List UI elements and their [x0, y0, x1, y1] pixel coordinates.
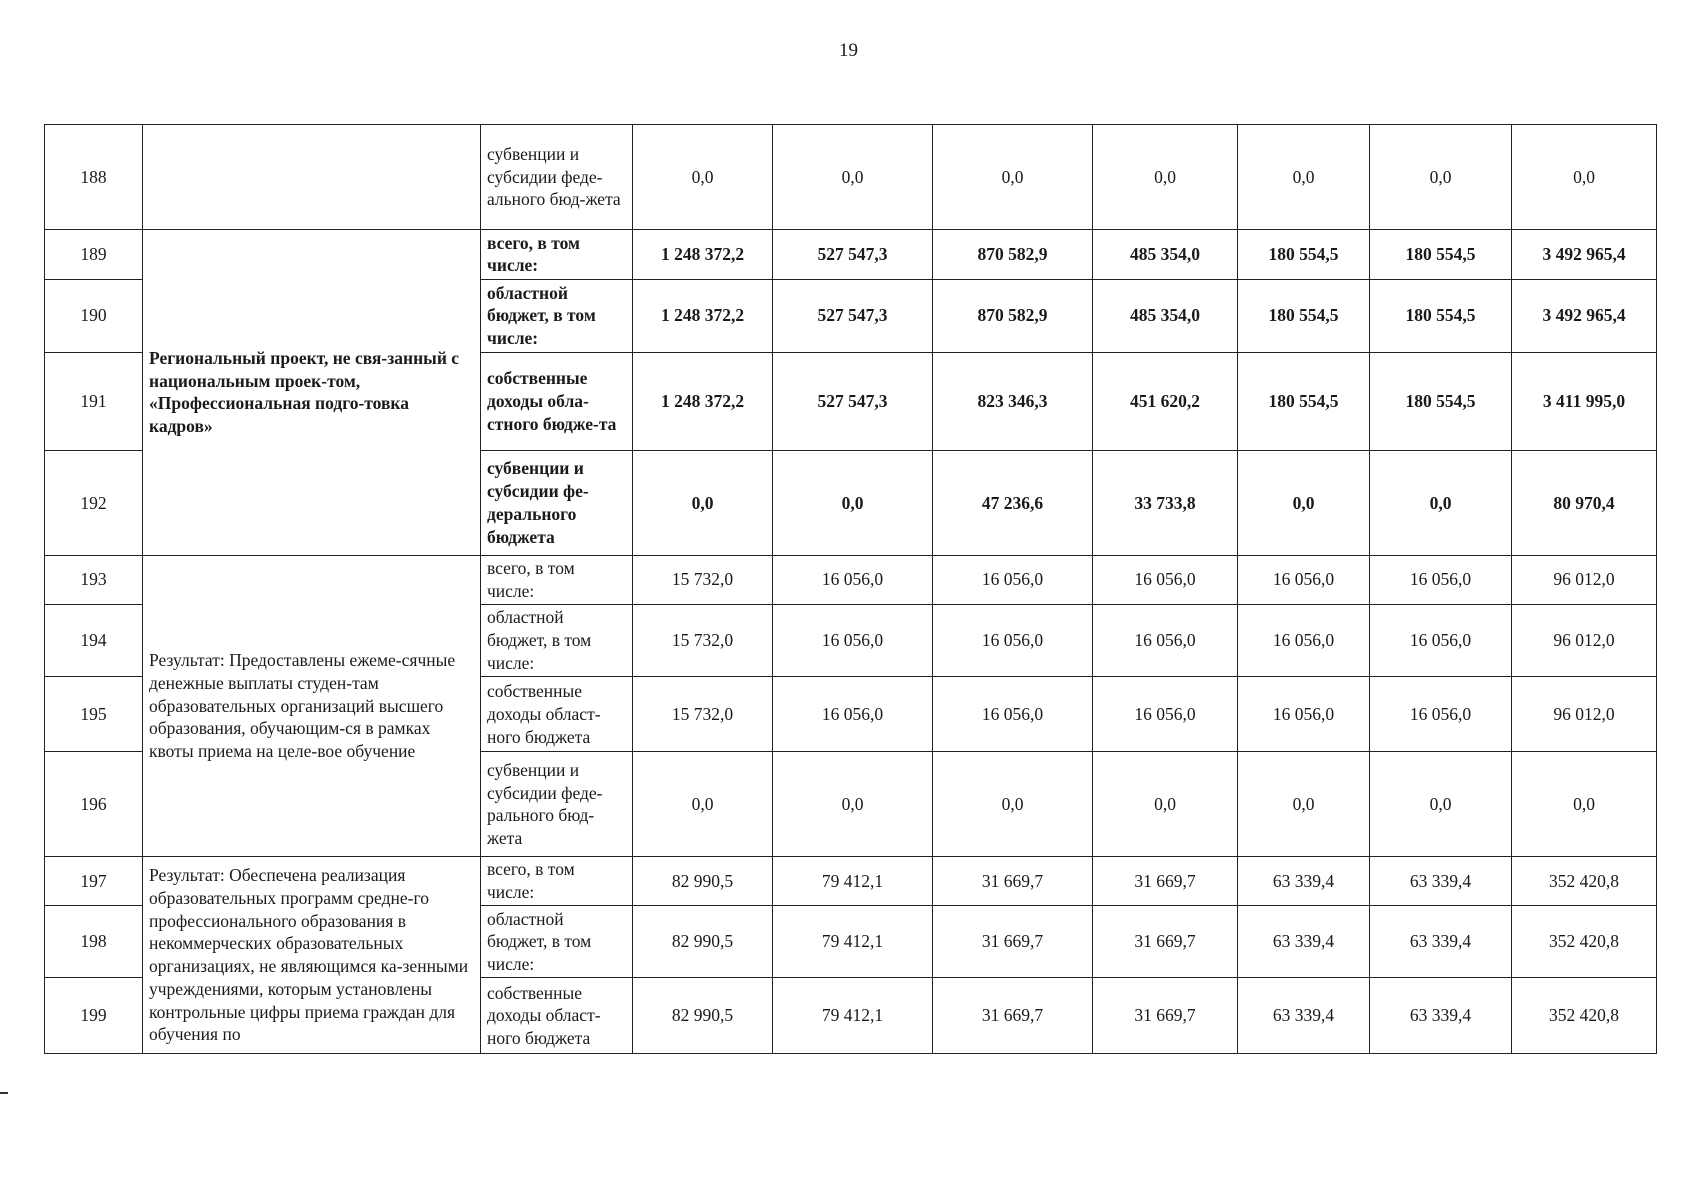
row-number: 197	[45, 857, 143, 906]
year-value-cell: 0,0	[933, 752, 1093, 857]
total-value-cell: 96 012,0	[1512, 555, 1657, 604]
year-value-cell: 16 056,0	[773, 604, 933, 677]
total-value-cell: 0,0	[1512, 125, 1657, 230]
year-value-cell: 485 354,0	[1093, 229, 1238, 279]
year-value-cell: 63 339,4	[1370, 978, 1512, 1054]
year-value-cell: 16 056,0	[773, 555, 933, 604]
year-value-cell: 16 056,0	[1370, 604, 1512, 677]
total-value-cell: 3 492 965,4	[1512, 280, 1657, 353]
year-value-cell: 0,0	[773, 125, 933, 230]
year-value-cell: 82 990,5	[633, 978, 773, 1054]
year-value-cell: 0,0	[933, 125, 1093, 230]
year-value-cell: 0,0	[633, 451, 773, 556]
year-value-cell: 16 056,0	[1370, 677, 1512, 752]
total-value-cell: 0,0	[1512, 752, 1657, 857]
year-value-cell: 16 056,0	[933, 677, 1093, 752]
year-value-cell: 79 412,1	[773, 905, 933, 978]
total-value-cell: 80 970,4	[1512, 451, 1657, 556]
funding-source-cell: всего, в том числе:	[481, 555, 633, 604]
project-name-cell: Региональный проект, не свя-занный с национальным проек-том, «Профессиональная подго-товка кадров»	[143, 229, 481, 555]
project-name-cell: Результат: Предоставлены ежеме-сячные денежные выплаты студен-там образовательных организаций высшего образования, обучающим-ся в рамках квоты приема на целе-вое обучение	[143, 555, 481, 856]
year-value-cell: 180 554,5	[1370, 229, 1512, 279]
funding-source-cell: субвенции и субсидии феде-ального бюд-жета	[481, 125, 633, 230]
year-value-cell: 1 248 372,2	[633, 280, 773, 353]
year-value-cell: 0,0	[773, 451, 933, 556]
year-value-cell: 527 547,3	[773, 280, 933, 353]
year-value-cell: 16 056,0	[1093, 604, 1238, 677]
year-value-cell: 79 412,1	[773, 978, 933, 1054]
budget-table	[44, 124, 1657, 1054]
funding-source-cell: всего, в том числе:	[481, 229, 633, 279]
year-value-cell: 31 669,7	[1093, 978, 1238, 1054]
year-value-cell: 485 354,0	[1093, 280, 1238, 353]
year-value-cell: 16 056,0	[933, 555, 1093, 604]
funding-source-cell: субвенции и субсидии феде-рального бюд-жета	[481, 752, 633, 857]
total-value-cell: 352 420,8	[1512, 978, 1657, 1054]
year-value-cell: 63 339,4	[1238, 978, 1370, 1054]
year-value-cell: 0,0	[773, 752, 933, 857]
project-name-cell: Результат: Обеспечена реализация образовательных программ средне-го профессионального образования в некоммерческих образовательных организациях, не являющимся ка-зенными учреждениями, которым установлены контрольные цифры приема граждан для обучения по	[143, 857, 481, 1054]
year-value-cell: 33 733,8	[1093, 451, 1238, 556]
year-value-cell: 823 346,3	[933, 352, 1093, 450]
year-value-cell: 0,0	[1093, 752, 1238, 857]
funding-source-cell: всего, в том числе:	[481, 857, 633, 906]
year-value-cell: 527 547,3	[773, 229, 933, 279]
table-row	[45, 125, 1657, 230]
funding-source-cell: областной бюджет, в том числе:	[481, 604, 633, 677]
funding-source-cell: собственные доходы област-ного бюджета	[481, 978, 633, 1054]
year-value-cell: 180 554,5	[1370, 280, 1512, 353]
row-number: 191	[45, 352, 143, 450]
year-value-cell: 0,0	[1370, 752, 1512, 857]
year-value-cell: 527 547,3	[773, 352, 933, 450]
page-number: 19	[839, 40, 858, 61]
year-value-cell: 0,0	[1238, 451, 1370, 556]
total-value-cell: 352 420,8	[1512, 857, 1657, 906]
total-value-cell: 96 012,0	[1512, 604, 1657, 677]
year-value-cell: 16 056,0	[1370, 555, 1512, 604]
year-value-cell: 31 669,7	[1093, 905, 1238, 978]
year-value-cell: 31 669,7	[933, 978, 1093, 1054]
row-number: 188	[45, 125, 143, 230]
year-value-cell: 63 339,4	[1370, 905, 1512, 978]
year-value-cell: 16 056,0	[1093, 555, 1238, 604]
year-value-cell: 63 339,4	[1370, 857, 1512, 906]
year-value-cell: 1 248 372,2	[633, 229, 773, 279]
total-value-cell: 96 012,0	[1512, 677, 1657, 752]
row-number: 196	[45, 752, 143, 857]
year-value-cell: 15 732,0	[633, 604, 773, 677]
year-value-cell: 180 554,5	[1370, 352, 1512, 450]
year-value-cell: 870 582,9	[933, 229, 1093, 279]
year-value-cell: 63 339,4	[1238, 857, 1370, 906]
year-value-cell: 16 056,0	[1238, 555, 1370, 604]
year-value-cell: 31 669,7	[933, 857, 1093, 906]
year-value-cell: 0,0	[1238, 125, 1370, 230]
row-number: 192	[45, 451, 143, 556]
funding-source-cell: собственные доходы обла-стного бюдже-та	[481, 352, 633, 450]
year-value-cell: 31 669,7	[933, 905, 1093, 978]
year-value-cell: 0,0	[633, 752, 773, 857]
total-value-cell: 3 492 965,4	[1512, 229, 1657, 279]
year-value-cell: 0,0	[1238, 752, 1370, 857]
margin-mark	[0, 1092, 8, 1094]
year-value-cell: 16 056,0	[933, 604, 1093, 677]
year-value-cell: 870 582,9	[933, 280, 1093, 353]
table-row	[45, 857, 1657, 906]
row-number: 195	[45, 677, 143, 752]
row-number: 199	[45, 978, 143, 1054]
total-value-cell: 3 411 995,0	[1512, 352, 1657, 450]
row-number: 189	[45, 229, 143, 279]
row-number: 194	[45, 604, 143, 677]
funding-source-cell: субвенции и субсидии фе-дерального бюджета	[481, 451, 633, 556]
funding-source-cell: областной бюджет, в том числе:	[481, 905, 633, 978]
year-value-cell: 180 554,5	[1238, 352, 1370, 450]
year-value-cell: 1 248 372,2	[633, 352, 773, 450]
year-value-cell: 31 669,7	[1093, 857, 1238, 906]
year-value-cell: 63 339,4	[1238, 905, 1370, 978]
row-number: 193	[45, 555, 143, 604]
row-number: 190	[45, 280, 143, 353]
year-value-cell: 79 412,1	[773, 857, 933, 906]
year-value-cell: 16 056,0	[1093, 677, 1238, 752]
project-name-cell	[143, 125, 481, 230]
year-value-cell: 180 554,5	[1238, 280, 1370, 353]
year-value-cell: 0,0	[633, 125, 773, 230]
year-value-cell: 15 732,0	[633, 555, 773, 604]
total-value-cell: 352 420,8	[1512, 905, 1657, 978]
year-value-cell: 82 990,5	[633, 857, 773, 906]
year-value-cell: 180 554,5	[1238, 229, 1370, 279]
year-value-cell: 82 990,5	[633, 905, 773, 978]
funding-source-cell: областной бюджет, в том числе:	[481, 280, 633, 353]
year-value-cell: 47 236,6	[933, 451, 1093, 556]
funding-source-cell: собственные доходы област-ного бюджета	[481, 677, 633, 752]
year-value-cell: 15 732,0	[633, 677, 773, 752]
year-value-cell: 451 620,2	[1093, 352, 1238, 450]
row-number: 198	[45, 905, 143, 978]
year-value-cell: 0,0	[1370, 451, 1512, 556]
year-value-cell: 0,0	[1093, 125, 1238, 230]
year-value-cell: 0,0	[1370, 125, 1512, 230]
year-value-cell: 16 056,0	[1238, 677, 1370, 752]
table-row	[45, 229, 1657, 279]
year-value-cell: 16 056,0	[773, 677, 933, 752]
table-row	[45, 555, 1657, 604]
year-value-cell: 16 056,0	[1238, 604, 1370, 677]
